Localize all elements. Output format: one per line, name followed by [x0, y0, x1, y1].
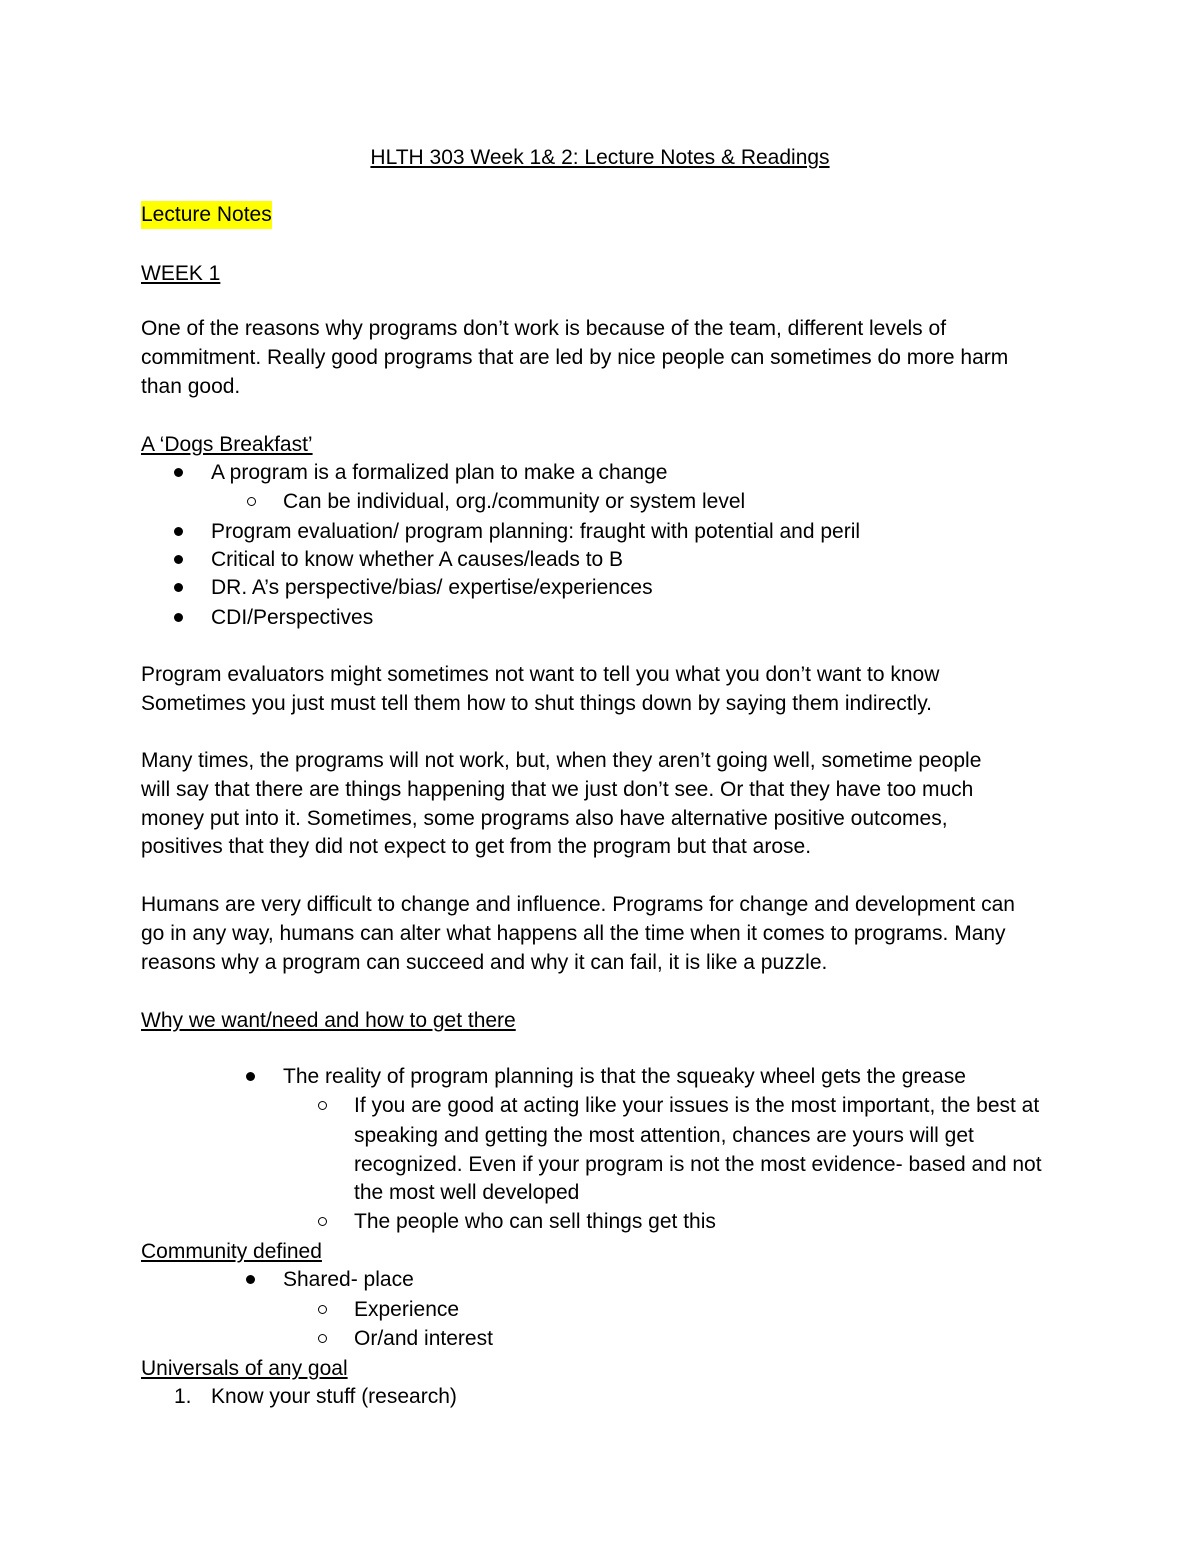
- numbered-list-item: Know your stuff (research): [211, 1385, 457, 1408]
- paragraph-line: reasons why a program can succeed and why it can fail, it is like a puzzle.: [141, 951, 828, 974]
- paragraph-line: go in any way, humans can alter what happens all the time when it comes to programs. Many: [141, 922, 1006, 945]
- bullet-dot: [174, 468, 183, 477]
- list-item: The reality of program planning is that the squeaky wheel gets the grease: [283, 1065, 966, 1088]
- intro-paragraph-line: than good.: [141, 375, 241, 398]
- list-item: CDI/Perspectives: [211, 606, 374, 629]
- community-heading: Community defined: [141, 1240, 322, 1263]
- why-we-want-heading: Why we want/need and how to get there: [141, 1009, 516, 1032]
- sub-bullet-circle: [247, 497, 256, 506]
- sub-list-item-line: speaking and getting the most attention, chances are yours will get: [354, 1124, 974, 1147]
- document-title: HLTH 303 Week 1& 2: Lecture Notes & Readings: [370, 146, 830, 169]
- paragraph-line: Program evaluators might sometimes not want to tell you what you don’t want to know: [141, 663, 940, 686]
- sub-list-item: The people who can sell things get this: [354, 1210, 716, 1233]
- bullet-dot: [246, 1072, 255, 1081]
- bullet-dot: [246, 1275, 255, 1284]
- paragraph-line: will say that there are things happening that we just don’t see. Or that they have too much: [141, 778, 974, 801]
- sub-bullet-circle: [318, 1334, 327, 1343]
- paragraph-line: Humans are very difficult to change and influence. Programs for change and development can: [141, 893, 1015, 916]
- sub-list-item: Can be individual, org./community or system level: [283, 490, 746, 513]
- bullet-dot: [174, 583, 183, 592]
- sub-list-item: Experience: [354, 1298, 460, 1321]
- bullet-dot: [174, 527, 183, 536]
- sub-bullet-circle: [318, 1101, 327, 1110]
- paragraph-line: Many times, the programs will not work, but, when they aren’t going well, sometime people: [141, 749, 982, 772]
- list-item: Shared- place: [283, 1268, 414, 1291]
- paragraph-line: Sometimes you just must tell them how to shut things down by saying them indirectly.: [141, 692, 932, 715]
- list-item: DR. A’s perspective/bias/ expertise/experiences: [211, 576, 653, 599]
- list-item: Program evaluation/ program planning: fraught with potential and peril: [211, 520, 861, 543]
- week-heading: WEEK 1: [141, 262, 221, 285]
- universals-heading: Universals of any goal: [141, 1357, 348, 1380]
- sub-list-item: Or/and interest: [354, 1327, 493, 1350]
- intro-paragraph-line: One of the reasons why programs don’t work is because of the team, different levels of: [141, 317, 947, 340]
- section-label: [141, 200, 272, 229]
- sub-list-item-line: If you are good at acting like your issues is the most important, the best at: [354, 1094, 1040, 1117]
- bullet-dot: [174, 555, 183, 564]
- bullet-dot: [174, 613, 183, 622]
- sub-list-item-line: the most well developed: [354, 1181, 580, 1204]
- paragraph-line: money put into it. Sometimes, some programs also have alternative positive outcomes,: [141, 807, 948, 830]
- sub-list-item-line: recognized. Even if your program is not the most evidence- based and not: [354, 1153, 1042, 1176]
- section-label-highlight: Lecture Notes: [141, 201, 272, 229]
- list-number: 1.: [174, 1385, 192, 1408]
- list-item: Critical to know whether A causes/leads to B: [211, 548, 624, 571]
- paragraph-line: positives that they did not expect to get from the program but that arose.: [141, 835, 812, 858]
- intro-paragraph-line: commitment. Really good programs that are led by nice people can sometimes do more harm: [141, 346, 1009, 369]
- dogs-breakfast-heading: A ‘Dogs Breakfast’: [141, 433, 313, 456]
- list-item: A program is a formalized plan to make a change: [211, 461, 668, 484]
- sub-bullet-circle: [318, 1305, 327, 1314]
- sub-bullet-circle: [318, 1217, 327, 1226]
